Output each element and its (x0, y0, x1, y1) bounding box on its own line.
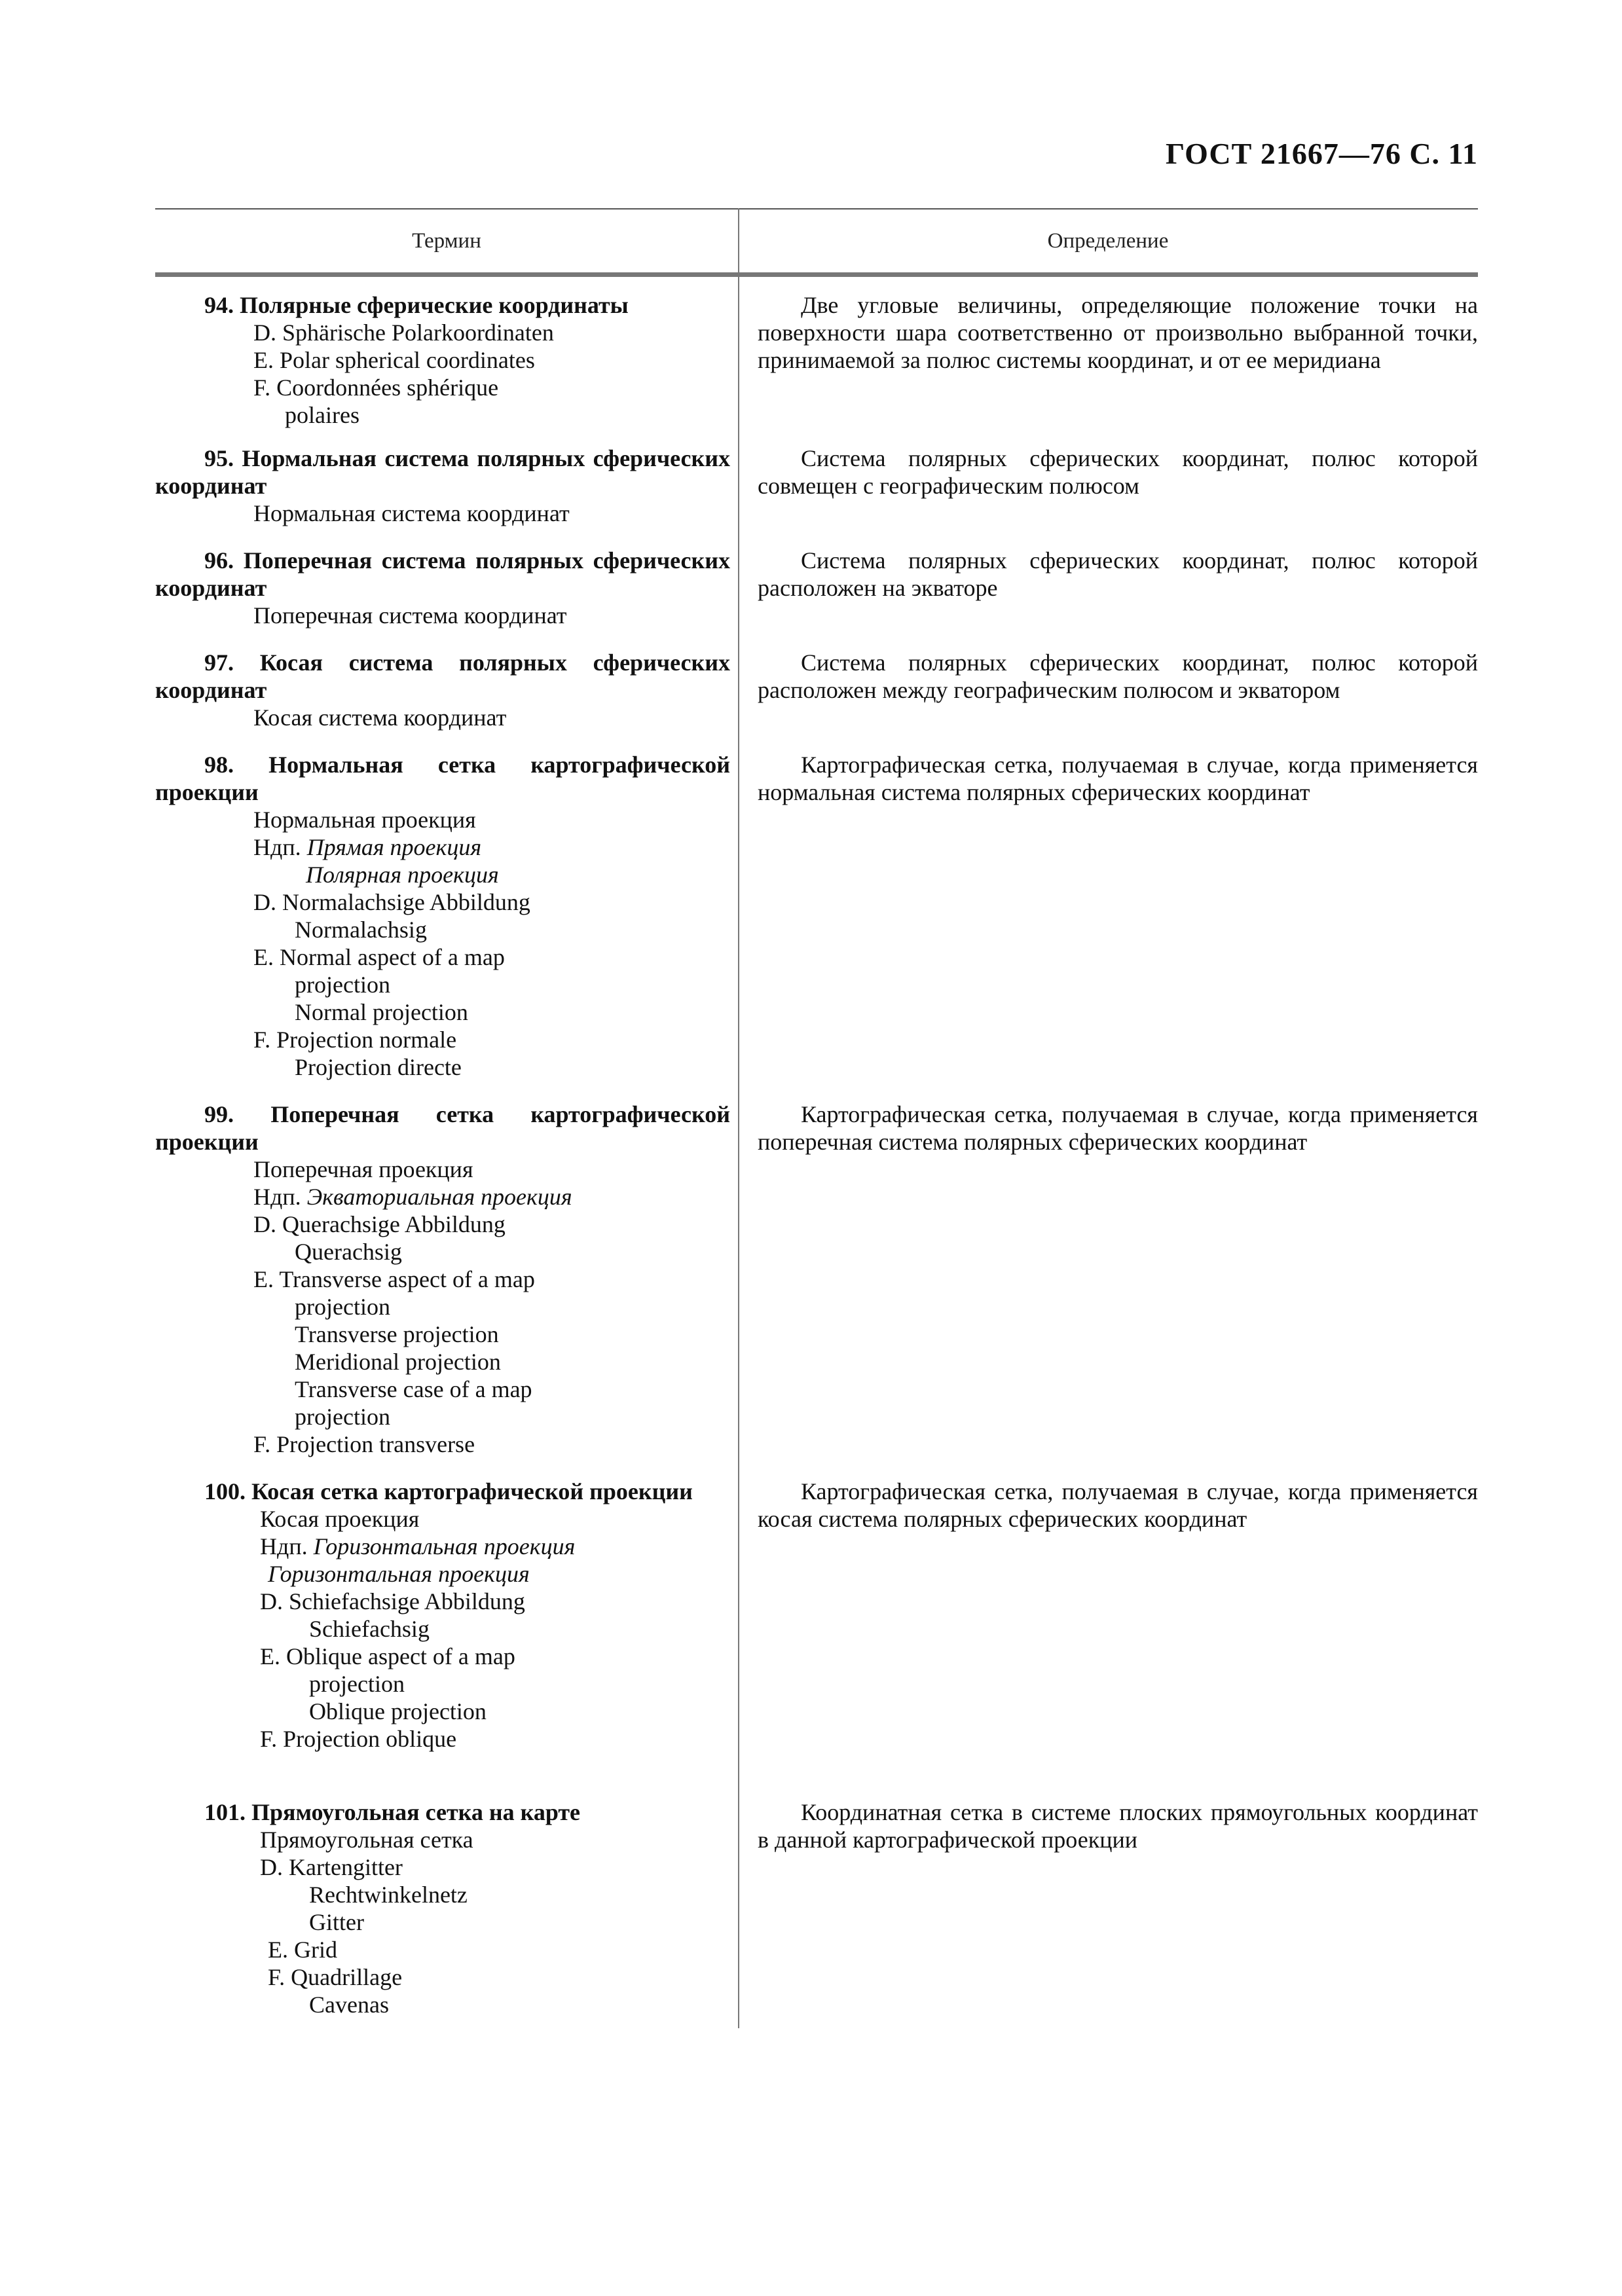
column-header-definition: Определение (1047, 229, 1169, 253)
term-line: polaires (285, 402, 359, 428)
table-row (155, 547, 1478, 649)
term-title: 94. Полярные сферические координаты (155, 291, 730, 319)
term-line: D. Normalachsige Abbildung (253, 889, 530, 915)
term-line: D. Kartengitter (260, 1854, 403, 1880)
table-body (155, 277, 1478, 2028)
definition-cell (738, 291, 1478, 445)
term-line: Projection directe (295, 1054, 462, 1080)
term-cell (155, 547, 738, 649)
table-row (155, 751, 1478, 1101)
term-line: F. Quadrillage (268, 1964, 403, 1990)
definition-text: Картографическая сетка, получаемая в случае, когда применяется поперечная система полярных сферических координат (758, 1101, 1478, 1155)
term-line: E. Transverse aspect of a map (253, 1266, 535, 1292)
term-line: Querachsig (295, 1239, 402, 1265)
term-line: projection (295, 972, 390, 998)
term-line: F. Projection oblique (260, 1726, 457, 1752)
term-line: Поперечная проекция (253, 1156, 473, 1182)
definition-text: Система полярных сферических координат, полюс которой расположен на экваторе (758, 547, 1478, 601)
definition-cell (738, 1478, 1478, 1798)
term-cell (155, 445, 738, 547)
term-line: Normalachsig (295, 917, 427, 943)
term-line: Gitter (309, 1909, 364, 1935)
definition-text: Картографическая сетка, получаемая в случае, когда применяется нормальная система полярных сферических координат (758, 752, 1478, 805)
definition-cell (738, 649, 1478, 751)
term-line: Rechtwinkelnetz (309, 1882, 468, 1908)
term-line: Прямоугольная сетка (260, 1827, 473, 1853)
term-number: 100. (204, 1478, 246, 1504)
term-line: Косая система координат (253, 704, 507, 731)
term-number: 96. (204, 547, 234, 574)
definition-cell (738, 1798, 1478, 2028)
term-line: Полярная проекция (306, 862, 499, 888)
term-title: 98. Нормальная сетка картографической проекции (155, 752, 730, 805)
term-line: Нормальная проекция (253, 807, 476, 833)
term-number: 99. (204, 1101, 234, 1127)
term-line: Ндп. Горизонтальная проекция (260, 1533, 576, 1559)
term-line: Cavenas (309, 1992, 389, 2018)
term-line: D. Querachsige Abbildung (253, 1211, 506, 1237)
term-title: 101. Прямоугольная сетка на карте (155, 1798, 730, 1826)
term-cell (155, 649, 738, 751)
term-line: E. Normal aspect of a map (253, 944, 505, 970)
definition-text: Две угловые величины, определяющие положение точки на поверхности шара соответственно от произвольно выбранной точки, принимаемой за полюс системы координат, и от ее меридиана (758, 292, 1478, 373)
definition-cell (738, 547, 1478, 649)
definition-cell (738, 445, 1478, 547)
term-line: Нормальная система координат (253, 500, 570, 526)
term-line: projection (295, 1294, 390, 1320)
term-line: Oblique projection (309, 1698, 487, 1724)
table-row (155, 1101, 1478, 1478)
definition-cell (738, 751, 1478, 1101)
term-line: Горизонтальная проекция (268, 1561, 530, 1587)
table-row (155, 291, 1478, 445)
table-row (155, 1478, 1478, 1798)
term-line: Normal projection (295, 999, 468, 1025)
term-line: Transverse projection (295, 1321, 499, 1347)
term-title: 95. Нормальная система полярных сферических координат (155, 445, 730, 499)
table-row (155, 445, 1478, 547)
term-cell (155, 1478, 738, 1798)
term-line: Ндп. Экваториальная проекция (253, 1184, 572, 1210)
definition-cell (738, 1101, 1478, 1478)
term-line: F. Projection normale (253, 1027, 457, 1053)
table-row (155, 649, 1478, 751)
term-number: 101. (204, 1799, 246, 1825)
term-number: 94. (204, 292, 234, 318)
table-row (155, 1798, 1478, 2028)
term-cell (155, 1798, 738, 2028)
term-line: E. Oblique aspect of a map (260, 1643, 515, 1669)
term-line: E. Grid (268, 1937, 337, 1963)
term-title: 100. Косая сетка картографической проекции (155, 1478, 730, 1505)
term-line: E. Polar spherical coordinates (253, 347, 535, 373)
term-title: 96. Поперечная система полярных сферических координат (155, 547, 730, 601)
column-header-term: Термин (412, 229, 481, 253)
definition-text: Система полярных сферических координат, полюс которой расположен между географическим полюсом и экватором (758, 649, 1478, 703)
term-title: 99. Поперечная сетка картографической проекции (155, 1101, 730, 1155)
term-title: 97. Косая система полярных сферических координат (155, 649, 730, 703)
definition-text: Картографическая сетка, получаемая в случае, когда применяется косая система полярных сферических координат (758, 1478, 1478, 1532)
term-cell (155, 751, 738, 1101)
definition-text: Координатная сетка в системе плоских прямоугольных координат в данной картографической проекции (758, 1799, 1478, 1853)
term-cell (155, 1101, 738, 1478)
term-number: 98. (204, 752, 234, 778)
term-line: D. Schiefachsige Abbildung (260, 1588, 525, 1614)
term-line: projection (295, 1404, 390, 1430)
definition-text: Система полярных сферических координат, полюс которой совмещен с географическим полюсом (758, 445, 1478, 499)
term-line: Meridional projection (295, 1349, 501, 1375)
term-line: D. Sphärische Polarkoordinaten (253, 319, 554, 346)
term-line: projection (309, 1671, 405, 1697)
term-line: Ндп. Прямая проекция (253, 834, 482, 860)
term-line: Transverse case of a map (295, 1376, 532, 1402)
term-number: 97. (204, 649, 234, 676)
term-line: F. Coordonnées sphérique (253, 374, 499, 401)
term-line: Schiefachsig (309, 1616, 430, 1642)
term-line: F. Projection transverse (253, 1431, 475, 1457)
term-line: Косая проекция (260, 1506, 420, 1532)
terms-table (155, 208, 1478, 2028)
term-line: Поперечная система координат (253, 602, 567, 629)
table-header (155, 208, 1478, 277)
term-number: 95. (204, 445, 234, 471)
page-header: ГОСТ 21667—76 С. 11 (1165, 137, 1478, 170)
term-cell (155, 291, 738, 445)
